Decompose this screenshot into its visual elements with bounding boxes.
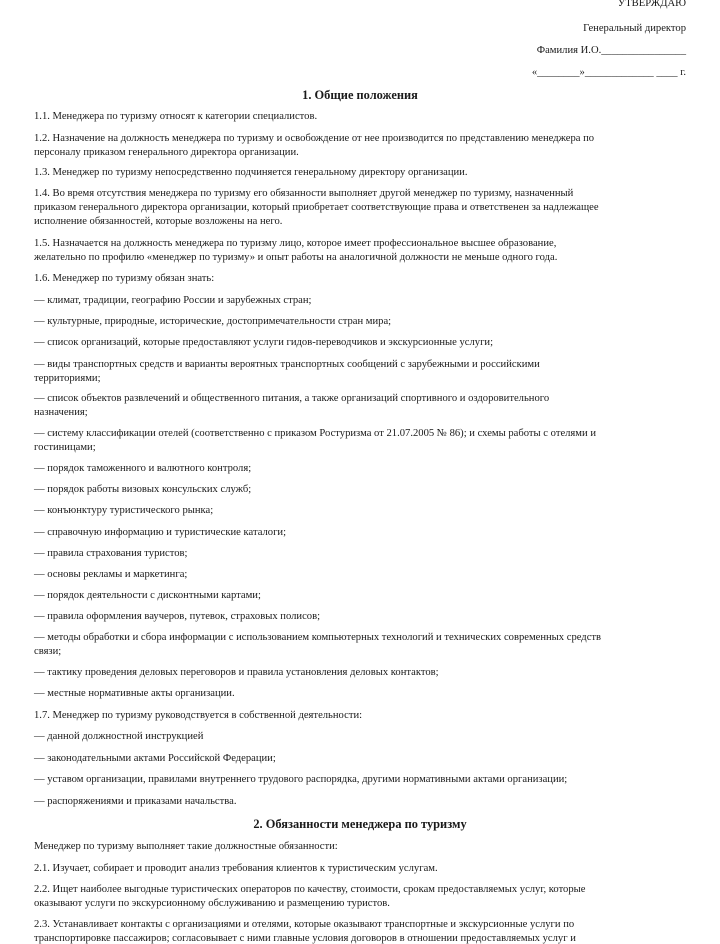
list-item: — уставом организации, правилами внутреннего трудового распорядка, другими нормативными актами организации; (34, 774, 568, 785)
paragraph-1-5-line-2: желательно по профилю «менеджер по туризму» и опыт работы на аналогичной должности не меньше одного года. (34, 252, 558, 263)
section-2-title: 2. Обязанности менеджера по туризму (253, 817, 467, 831)
paragraph-1-3: 1.3. Менеджер по туризму непосредственно подчиняется генеральному директору организации. (34, 167, 468, 178)
list-item: — основы рекламы и маркетинга; (34, 569, 188, 580)
approval-position: Генеральный директор (583, 23, 686, 34)
list-item: — систему классификации отелей (соответственно с приказом Ростуризма от 21.07.2005 № 86); и схемы работы с отелями и (34, 428, 596, 439)
paragraph-2-2-line-1: 2.2. Ищет наиболее выгодные туристических операторов по качеству, стоимости, срокам предоставляемых услуг, которые (34, 884, 586, 895)
list-item-continuation: гостиницами; (34, 442, 96, 453)
paragraph-2-3-line-2: транспортировке пассажиров; согласовывает с ними главные условия договоров в отношении предоставляемых услуг и (34, 933, 576, 944)
list-item: — конъюнктуру туристического рынка; (34, 505, 214, 516)
list-item: — порядок таможенного и валютного контроля; (34, 463, 252, 474)
paragraph-1-6: 1.6. Менеджер по туризму обязан знать: (34, 273, 215, 284)
paragraph-1-7: 1.7. Менеджер по туризму руководствуется в собственной деятельности: (34, 710, 363, 721)
paragraph-1-5-line-1: 1.5. Назначается на должность менеджера по туризму лицо, которое имеет профессиональное высшее образование, (34, 238, 557, 249)
paragraph-1-4-line-1: 1.4. Во время отсутствия менеджера по туризму его обязанности выполняет другой менеджер по туризму, назначенный (34, 188, 574, 199)
paragraph-1-2-line-2: персоналу приказом генерального директора организации. (34, 147, 299, 158)
list-item: — законодательными актами Российской Федерации; (34, 753, 276, 764)
list-item-continuation: территориями; (34, 373, 101, 384)
list-item: — правила страхования туристов; (34, 548, 188, 559)
list-item: — виды транспортных средств и варианты вероятных транспортных сообщений с зарубежными и российскими (34, 359, 540, 370)
list-item: — местные нормативные акты организации. (34, 688, 235, 699)
list-item: — культурные, природные, исторические, достопримечательности стран мира; (34, 316, 392, 327)
list-item: — порядок деятельности с дисконтными картами; (34, 590, 261, 601)
list-item: — список объектов развлечений и общественного питания, а также организаций спортивного и оздоровительного (34, 393, 550, 404)
section-2-intro: Менеджер по туризму выполняет такие должностные обязанности: (34, 841, 338, 852)
list-item: — тактику проведения деловых переговоров и правила установления деловых контактов; (34, 667, 439, 678)
list-item-continuation: назначения; (34, 407, 88, 418)
list-item: — список организаций, которые предоставляют услуги гидов-переводчиков и экскурсионные услуги; (34, 337, 494, 348)
paragraph-1-4-line-2: приказом генерального директора организации, который приобретает соответствующие права и ответственен за надлежащее (34, 202, 599, 213)
paragraph-2-3-line-1: 2.3. Устанавливает контакты с организациями и отелями, которые оказывают транспортные и экскурсионные услуги по (34, 919, 575, 930)
list-item: — климат, традиции, географию России и зарубежных стран; (34, 295, 312, 306)
section-1-title: 1. Общие положения (302, 88, 418, 102)
list-item: — правила оформления ваучеров, путевок, страховых полисов; (34, 611, 321, 622)
paragraph-2-1: 2.1. Изучает, собирает и проводит анализ требования клиентов к туристическим услугам. (34, 863, 438, 874)
paragraph-1-4-line-3: исполнение обязанностей, которые возложены на него. (34, 216, 283, 227)
paragraph-1-2-line-1: 1.2. Назначение на должность менеджера по туризму и освобождение от нее производится по представлению менеджера по (34, 133, 595, 144)
list-item: — порядок работы визовых консульских служб; (34, 484, 252, 495)
list-item: — данной должностной инструкцией (34, 731, 204, 742)
list-item: — методы обработки и сбора информации с использованием компьютерных технологий и технических современных средств (34, 632, 602, 643)
list-item: — справочную информацию и туристические каталоги; (34, 527, 287, 538)
list-item-continuation: связи; (34, 646, 62, 657)
approval-heading: УТВЕРЖДАЮ (617, 0, 686, 9)
paragraph-2-2-line-2: оказывают услуги по экскурсионному обслуживанию и размещению туристов. (34, 898, 390, 909)
approval-date-line: «________»_____________ ____ г. (531, 67, 686, 78)
list-item: — распоряжениями и приказами начальства. (34, 796, 237, 807)
approval-name-line: Фамилия И.О.________________ (536, 45, 686, 56)
paragraph-1-1: 1.1. Менеджера по туризму относят к категории специалистов. (34, 111, 318, 122)
